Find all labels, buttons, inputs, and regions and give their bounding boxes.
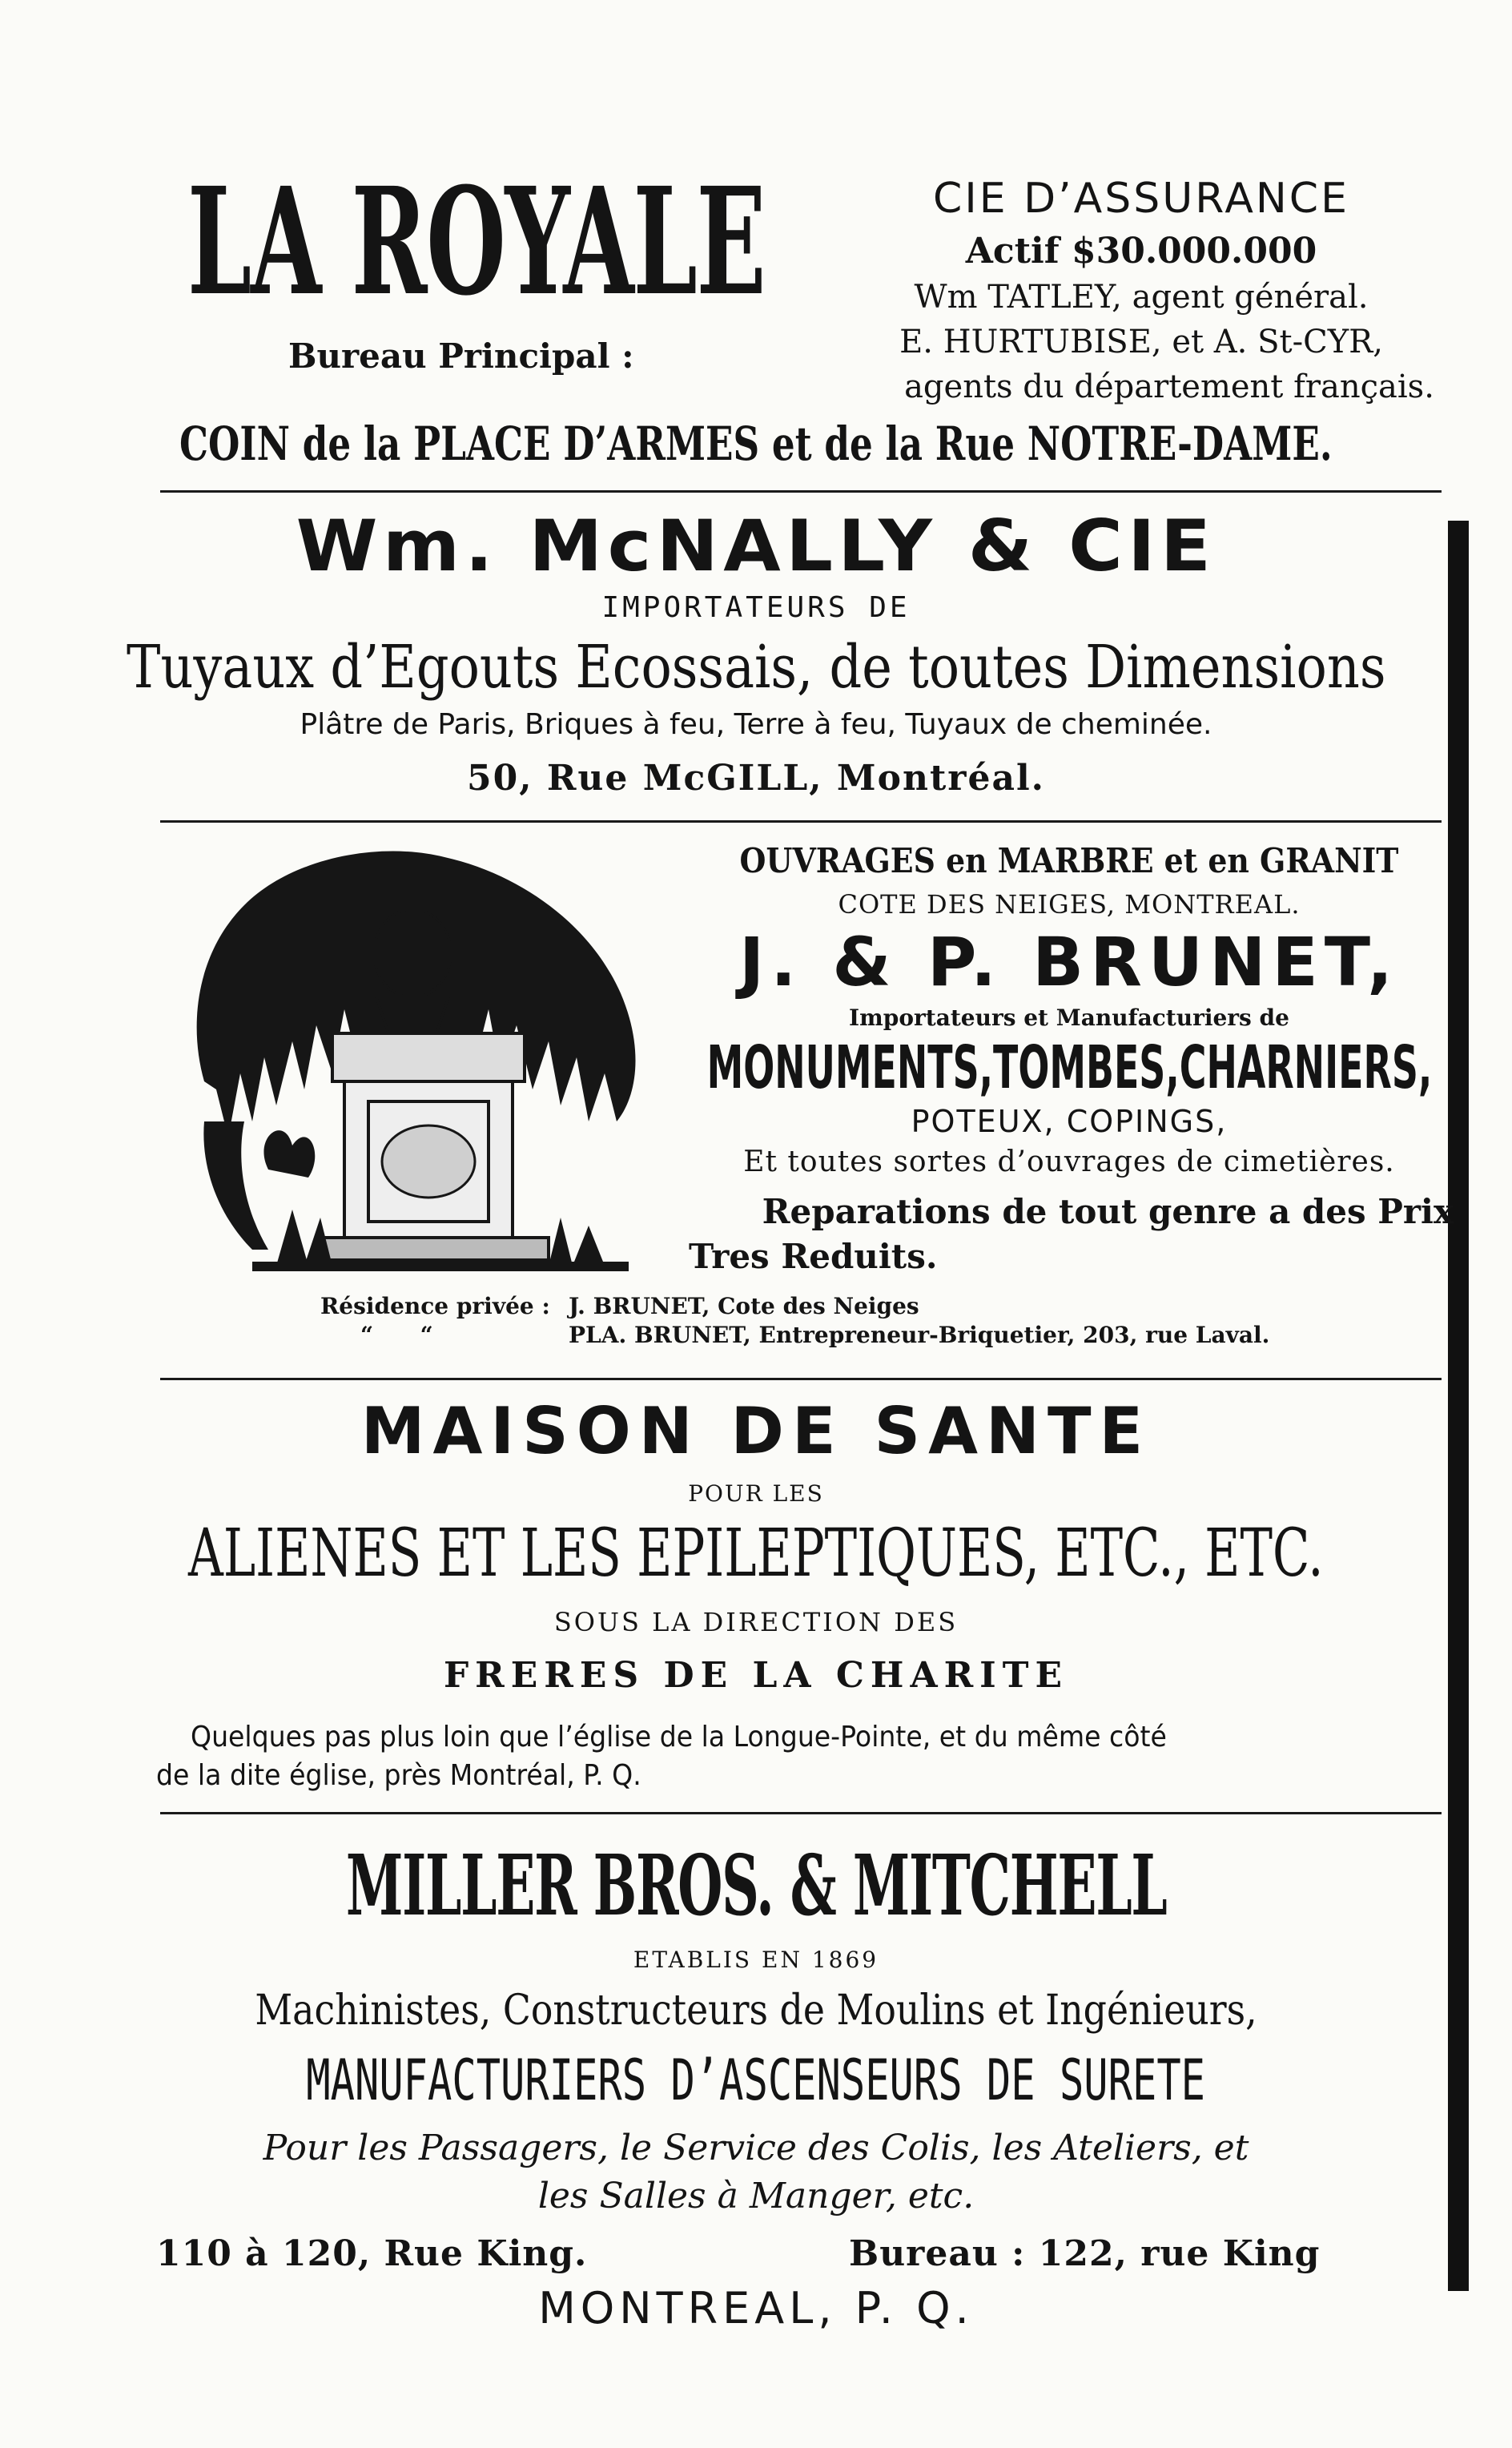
brunet-name: J. & P. BRUNET, [738, 923, 1400, 1001]
royale-address: COIN de la PLACE D’ARMES et de la Rue NOTRE-DAME. [179, 417, 1333, 471]
mcnally-headline: Tuyaux d’Egouts Ecossais, de toutes Dimensions [126, 633, 1386, 702]
sante-freres: FRERES DE LA CHARITE [443, 1655, 1069, 1696]
miller-manufacturiers: MANUFACTURIERS D’ASCENSEURS DE SURETE [306, 2047, 1206, 2113]
miller-address-right: Bureau : 122, rue King [849, 2233, 1321, 2274]
brunet-poteux: POTEUX, COPINGS, [911, 1104, 1228, 1139]
royale-agents-names: E. HURTUBISE, et A. St-CYR, [899, 324, 1383, 360]
mcnally-products: Plâtre de Paris, Briques à feu, Terre à feu, Tuyaux de cheminée. [300, 708, 1212, 741]
divider-4 [160, 1812, 1442, 1814]
brunet-role: Importateurs et Manufacturiers de [849, 1005, 1289, 1031]
brunet-sortes: Et toutes sortes d’ouvrages de cimetières. [743, 1145, 1395, 1178]
miller-etablis: ETABLIS EN 1869 [633, 1947, 879, 1973]
miller-pour-1: Pour les Passagers, le Service des Colis, les Ateliers, et [263, 2128, 1249, 2168]
brunet-residence-1: J. BRUNET, Cote des Neiges [569, 1293, 919, 1319]
divider-2 [160, 820, 1442, 823]
weeping-willow-monument-icon [172, 833, 669, 1282]
brunet-ouvrages: OUVRAGES en MARBRE et en GRANIT [739, 841, 1399, 880]
divider-1 [160, 490, 1442, 493]
royale-agent: Wm TATLEY, agent général. [914, 279, 1369, 316]
miller-machinistes: Machinistes, Constructeurs de Moulins et Ingénieurs, [255, 1987, 1257, 2035]
brunet-location: COTE DES NEIGES, MONTREAL. [838, 889, 1301, 920]
miller-pour-2: les Salles à Manger, etc. [537, 2176, 975, 2216]
sante-pour: POUR LES [688, 1480, 824, 1507]
sante-desc-1: Quelques pas plus loin que l’église de la Longue-Pointe, et du même côté [191, 1721, 1167, 1753]
sante-title: MAISON DE SANTE [360, 1394, 1152, 1468]
mcnally-title: Wm. McNALLY & CIE [296, 505, 1216, 587]
royale-title: LA ROYALE [187, 155, 766, 328]
brunet-reparations: Reparations de tout genre a des Prix [762, 1192, 1454, 1231]
monument-illustration [172, 833, 669, 1282]
miller-city: MONTREAL, P. Q. [538, 2283, 974, 2333]
royale-actif: Actif $30.000.000 [965, 231, 1317, 272]
miller-address-left: 110 à 120, Rue King. [156, 2233, 588, 2274]
mcnally-address: 50, Rue McGILL, Montréal. [467, 758, 1045, 799]
brunet-residence-label: Résidence privée : [320, 1293, 550, 1319]
divider-3 [160, 1378, 1442, 1380]
sante-desc-2: de la dite église, près Montréal, P. Q. [156, 1759, 641, 1792]
royale-company: CIE D’ASSURANCE [933, 175, 1349, 223]
brunet-products: MONUMENTS,TOMBES,CHARNIERS, [706, 1033, 1432, 1102]
royale-agents-dept: agents du département français. [904, 368, 1434, 405]
brunet-reduits: Tres Reduits. [689, 1237, 938, 1276]
sante-headline: ALIENES ET LES EPILEPTIQUES, ETC., ETC. [188, 1516, 1324, 1592]
miller-title: MILLER BROS. & MITCHELL [345, 1836, 1167, 1935]
sante-direction: SOUS LA DIRECTION DES [553, 1607, 959, 1637]
brunet-residence-2: PLA. BRUNET, Entrepreneur-Briquetier, 203, rue Laval. [569, 1322, 1270, 1348]
royale-bureau: Bureau Principal : [288, 336, 634, 376]
mcnally-subtitle: IMPORTATEURS DE [601, 591, 911, 624]
brunet-ditto: “ “ [360, 1322, 433, 1348]
